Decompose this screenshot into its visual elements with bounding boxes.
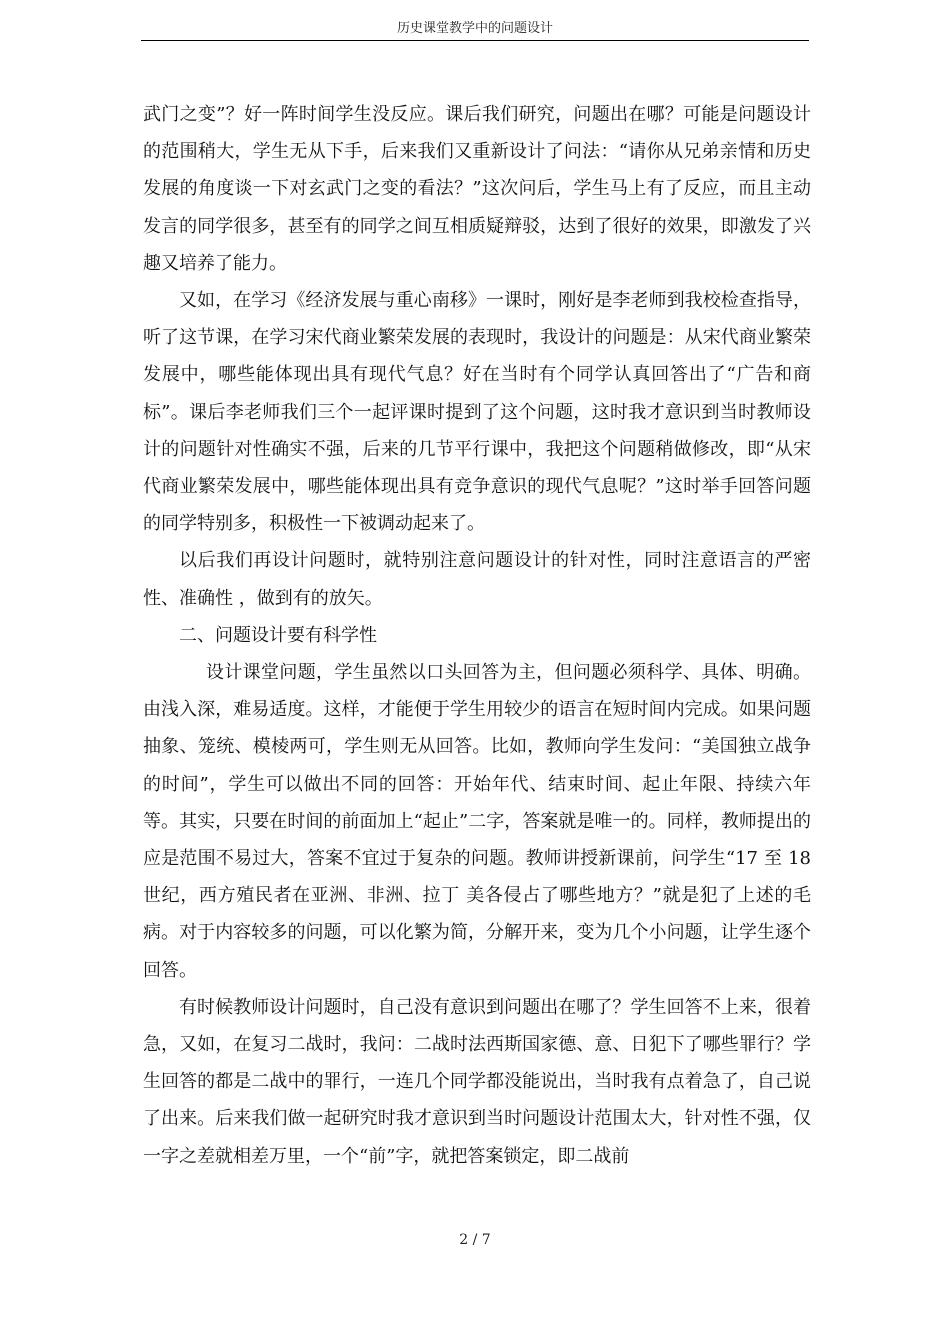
paragraph-targeting-summary: 以后我们再设计问题时，就特别注意问题设计的针对性，同时注意语言的严密性、准确性 ，做到有的放矢。 xyxy=(143,550,811,609)
paragraph-ww2-example: 有时候教师设计问题时，自己没有意识到问题出在哪了？学生回答不上来，很着急，又如，在复习二战时，我问：二战时法西斯国家德、意、日犯下了哪些罪行？学生回答的都是二战中的罪行，一连几个同学都没能说出，当时我有点着急了，自己说了出来。后来我们做一起研究时我才意识到当时问题设计范围太大，针对性不强，仅一字之差就相差万里，一个“前”字，就把答案锁定，即二战前 xyxy=(143,996,811,1167)
document-body xyxy=(143,96,811,1175)
section-heading: 二、问题设计要有科学性 xyxy=(179,624,377,646)
paragraph-example-song-commerce: 又如，在学习《经济发展与重心南移》一课时，刚好是李老师到我校检查指导，听了这节课，在学习宋代商业繁荣发展的表现时，我设计的问题是：从宋代商业繁荣发展中，哪些能体现出具有现代气息？好在当时有个同学认真回答出了“广告和商标”。课后李老师我们三个一起评课时提到了这个问题，这时我才意识到当时教师设计的问题针对性确实不强，后来的几节平行课中，我把这个问题稍做修改，即“从宋代商业繁荣发展中，哪些能体现出具有竞争意识的现代气息呢？”这时举手回答问题的同学特别多，积极性一下被调动起来了。 xyxy=(143,290,811,535)
page-header xyxy=(141,18,809,41)
page-footer xyxy=(0,1230,950,1250)
header-title: 历史课堂教学中的问题设计 xyxy=(396,21,553,36)
paragraph-scientific-design: 设计课堂问题，学生虽然以口头回答为主，但问题必须科学、具体、明确。由浅入深，难易适度。这样，才能便于学生用较少的语言在短时间内完成。如果问题抽象、笼统、模棱两可，学生则无从回答。比如，教师向学生发问：“美国独立战争的时间”，学生可以做出不同的回答：开始年代、结束时间、起止年限、持续六年等。其实，只要在时间的前面加上“起止”二字，答案就是唯一的。同样，教师提出的应是范围不易过大，答案不宜过于复杂的问题。教师讲授新课前，问学生“17 至 18 世纪，西方殖民者在亚洲、非洲、拉丁 美各侵占了哪些地方？”就是犯了上述的毛病。对于内容较多的问题，可以化繁为简，分解开来，变为几个小问题，让学生逐个回答。 xyxy=(143,662,811,981)
page-number: 2 / 7 xyxy=(459,1232,491,1248)
paragraph-continuation: 武门之变”？好一阵时间学生没反应。课后我们研究，问题出在哪？可能是问题设计的范围稍大，学生无从下手，后来我们又重新设计了问法：“请你从兄弟亲情和历史发展的角度谈一下对玄武门之变的看法？”这次问后，学生马上有了反应，而且主动发言的同学很多，甚至有的同学之间互相质疑辩驳，达到了很好的效果，即激发了兴趣又培养了能力。 xyxy=(143,104,811,274)
